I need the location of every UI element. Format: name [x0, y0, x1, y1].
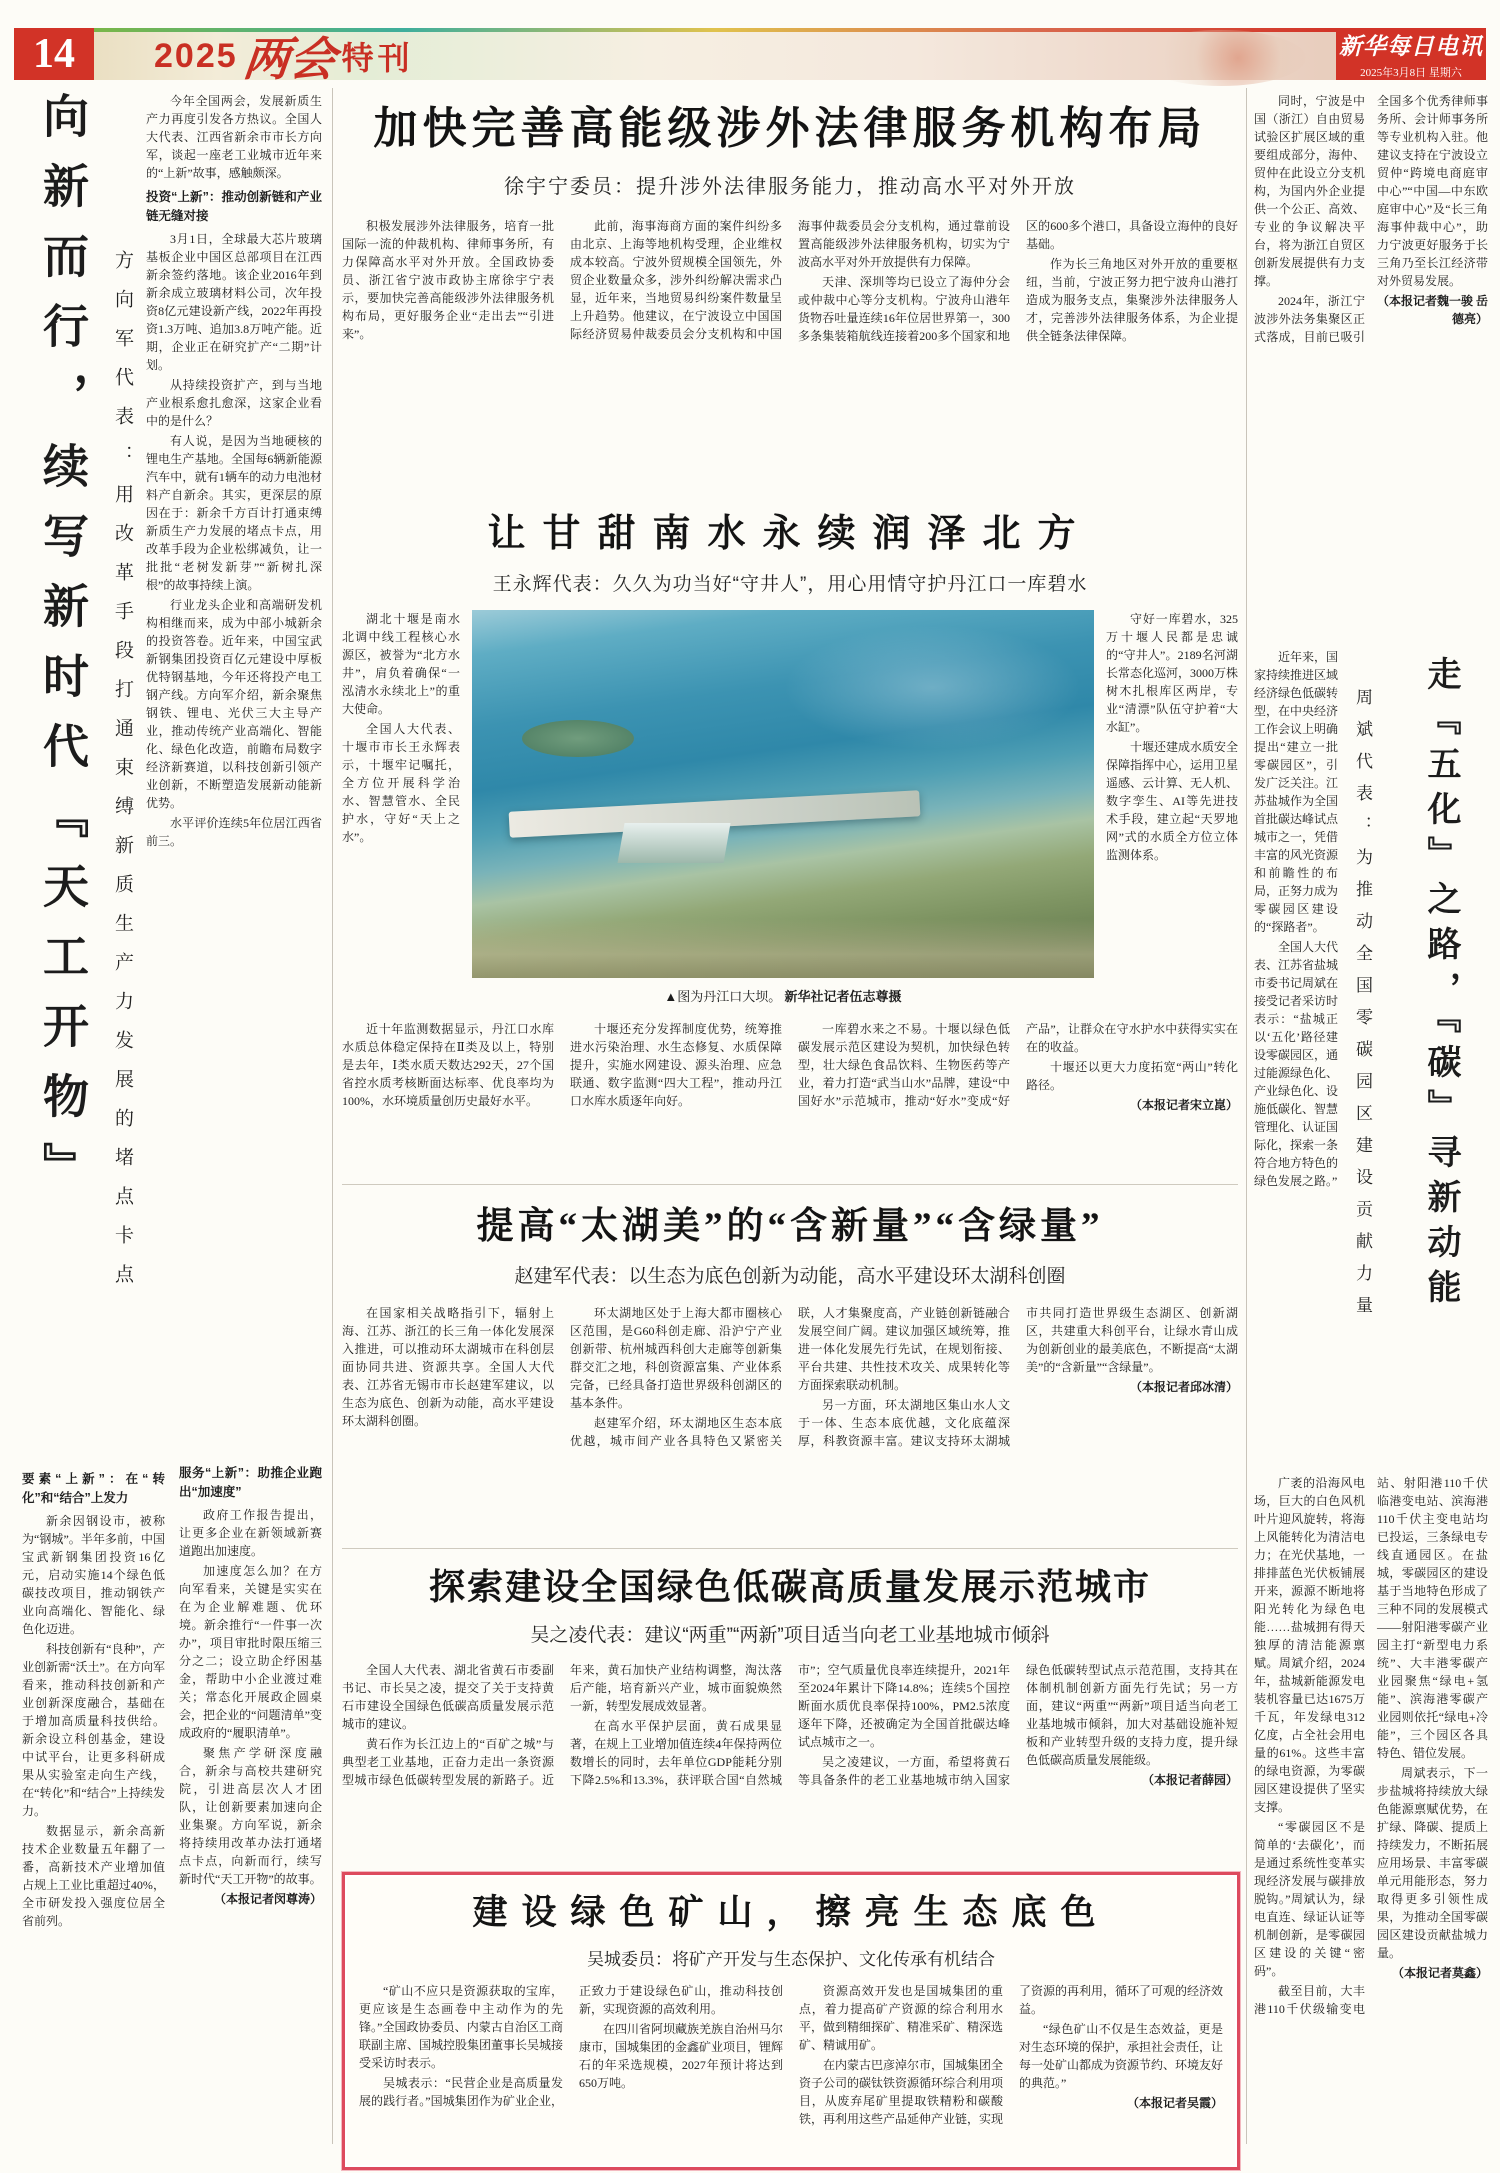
article-body-bottom: [342, 1020, 1238, 1174]
paragraph: 同时，宁波是中国（浙江）自由贸易试验区扩展区域的重要组成部分，海仲、贸仲在此设立分支机构，为国内外企业提供一个公正、高效、专业的争议解决平台，将为浙江自贸区创新发展提供有力支撑。: [1254, 94, 1365, 288]
edition-event: 两会: [240, 34, 338, 85]
paragraph: 今年全国两会，发展新质生产力再度引发各方热议。全国人大代表、江西省新余市市长方向军，谈起一座老工业城市近年来的“上新”故事，感触颇深。: [146, 94, 322, 180]
article-headline: 让甘甜南水永续润泽北方: [487, 513, 1093, 555]
article-body-bottom: [1254, 1474, 1488, 2122]
paragraph: 守好一库碧水，325万十堰人民都是忠诚的“守井人”。2189名河湖长常态化巡河，3000万株树木扎根库区两岸，专业“清漂”队伍守护着“大水缸”。: [1106, 612, 1238, 734]
paragraph: 作为长三角地区对外开放的重要枢纽，当前，宁波正努力把宁波舟山港打造成为服务支点，集聚涉外法律服务人才，完善涉外法律服务体系，为企业提供全链条法律保障。: [1026, 257, 1238, 343]
article-subhead: 王永辉代表：久久为功当好“守井人”，用心用情守护丹江口一库碧水: [492, 574, 1088, 595]
paragraph: 资源高效开发也是国城集团的重点，着力提高矿产资源的综合利用水平，做到精细探矿、精准采矿、精深选矿、精诚用矿。: [799, 1984, 1004, 2052]
paragraph: 全国人大代表、十堰市市长王永辉表示，十堰牢记嘱托，全方位开展科学治水、智慧管水、全民护水，守好“天上之水”。: [342, 722, 460, 844]
edition-strip: [94, 28, 1336, 85]
paragraph: 数据显示，新余高新技术企业数量五年翻了一番，高新技术产业增加值占规上工业比重超过40%，全市研发投入强度位居全省前列。: [22, 1823, 165, 1928]
paragraph: 行业龙头企业和高端研发机构相继而来，成为中部小城新余的投资答卷。近年来，中国宝武新钢集团投资百亿元建设中厚板优特钢基地，今年还将投产电工钢产线。方向军介绍，新余聚焦钢铁、锂电、光伏三大主导产业，推动传统产业高端化、智能化、绿色化改造，前瞻布局数字经济新赛道，以科技创新引领产业创新，不断塑造发展新动能新优势。: [146, 597, 322, 810]
paper-name: 新华每日电讯: [1339, 34, 1483, 59]
article-subhead: 吴之凌代表：建议“两重”“两新”项目适当向老工业基地城市倾斜: [530, 1625, 1050, 1646]
paragraph: 天津、深圳等均已设立了海仲分会或仲裁中心等分支机构。宁波舟山港年货物吞吐量连续16年位居世界第一，300多条集装箱航线连接着200多个国家和地区的600多个港口，具备设立海仲的良好基础。: [798, 219, 1238, 343]
island-shape: [522, 720, 634, 757]
paragraph: “矿山不应只是资源获取的宝库，更应该是生态画卷中主动作为的先锋。”全国政协委员、内蒙古自治区工商联副主席、国城控股集团董事长吴城接受采访时表示。: [359, 1984, 564, 2070]
paragraph: 十堰还充分发挥制度优势，统筹推进水污染治理、水生态修复、水质保障提升，实施水网建设、源头治理、应急联通、数字监测“四大工程”，推动丹江口水库水质逐年向好。: [570, 1022, 782, 1108]
article-credit: （本报记者莫鑫）: [1391, 1966, 1488, 1980]
paragraph: 黄石作为长江边上的“百矿之城”与典型老工业基地，正奋力走出一条资源型城市绿色低碳转型发展的新路子。近年来，黄石加快产业结构调整，淘汰落后产能，培育新兴产业，城市面貌焕然一新，转型发展成效显著。: [342, 1663, 782, 1787]
article-body: [342, 217, 1238, 469]
swirl-graphic: [1136, 30, 1306, 86]
paragraph: 周斌表示，下一步盐城将持续放大绿色能源禀赋优势，在扩绿、降碳、提质上持续发力，不断拓展应用场景、丰富零碳单元用能形态，努力取得更多引领性成果，为推动全国零碳园区建设贡献盐城力量。: [1377, 1766, 1488, 1960]
water-highlight: [783, 625, 1082, 750]
paragraph: 全国人大代表、江苏省盐城市委书记周斌在接受记者采访时表示：“盐城正以‘五化’路径建设零碳园区，通过能源绿色化、产业绿色化、设施低碳化、智慧管理化、认证国际化，探索一条符合地方特色的绿色发展之路。”: [1254, 940, 1338, 1188]
article-legal: [342, 88, 1238, 494]
caption-text: ▲图为丹江口大坝。: [664, 989, 782, 1004]
article-headline: 提高“太湖美”的“含新量”“含绿量”: [476, 1206, 1104, 1247]
paragraph: 近十年监测数据显示，丹江口水库水质总体稳定保持在Ⅱ类及以上，特别是去年，Ⅰ类水质天数达292天，27个国省控水质考核断面达标率、优良率均为100%，水环境质量创历史最好水平。: [342, 1022, 554, 1108]
article-mine-box: [342, 1872, 1240, 2170]
article-body: [342, 1661, 1238, 1857]
paragraph: 在四川省阿坝藏族羌族自治州马尔康市，国城集团的金鑫矿业项目，锂辉石的年采选规模，2027年预计将达到650万吨。: [579, 2022, 784, 2090]
paragraph: 从持续投资扩产，到与当地产业根系愈扎愈深，这家企业看中的是什么？: [146, 377, 322, 428]
paragraph: 在内蒙古巴彦淖尔市，国城集团全资子公司的碳钛铁资源循环综合利用项目，从废弃尾矿里提取铁精粉和碳酸铁，再利用这些产品延伸产业链，实现了资源的再利用，循环了可观的经济效益。: [799, 1984, 1223, 2126]
paragraph: 十堰还以更大力度拓宽“两山”转化路径。: [1026, 1060, 1238, 1092]
article-credit: （本报记者薛园）: [1141, 1773, 1238, 1787]
column-rule-left: [332, 88, 333, 2144]
paragraph: 科技创新有“良种”，产业创新需“沃土”。在方向军看来，推动科技创新和产业创新深度融合，基础在于增加高质量科技供给。新余设立科创基金，建设中试平台，让更多科研成果从实验室走向生产线，在“转化”和“结合”上持续发力。: [22, 1641, 165, 1818]
paragraph: 加速度怎么加？在方向军看来，关键是实实在在为企业解难题、优环境。新余推行“一件事一次办”，项目审批时限压缩三分之二；设立助企纾困基金，帮助中小企业渡过难关；常态化开展政企圆桌会，把企业的“问题清单”变成政府的“履职清单”。: [179, 1563, 322, 1740]
article-taihu: [342, 1184, 1238, 1555]
article-zerocarbon: [1254, 648, 1488, 2142]
section-subhead: 投资“上新”：推动创新链和产业链无缝对接: [146, 190, 322, 223]
article-subhead-vertical: 周斌代表：为推动全国零碳园区建设贡献力量: [1353, 688, 1372, 1328]
article-body-right: [1106, 610, 1238, 1008]
article-credit: （本报记者闵尊涛）: [213, 1891, 322, 1906]
paragraph: 有人说，是因为当地硬核的锂电生产基地。全国每6辆新能源汽车中，就有1辆车的动力电池材料产自新余。其实，更深层的原因在于：新余千方百计打通束缚新质生产力发展的堵点卡点，用改革手段为企业松绑减负，让一批批“老树发新芽”“新树扎深根”的故事持续上演。: [146, 433, 322, 592]
paragraph: 全国人大代表、湖北省黄石市委副书记、市长吴之凌，提交了关于支持黄石市建设全国绿色低碳高质量发展示范城市的建议。: [342, 1663, 554, 1731]
article-subhead: 吴城委员：将矿产开发与生态保护、文化传承有机结合: [587, 1950, 995, 1969]
article-legal-continuation: [1254, 92, 1488, 632]
paragraph: 2024年，浙江宁波涉外法务集聚区正式落成，目前已吸引全国多个优秀律师事务所、会计师事务所等专业机构入驻。他建议支持在宁波设立贸仲“跨境电商庭审中心”“中国—中东欧庭审中心”及“长三角海事仲裁中心”，助力宁波更好服务于长三角乃至长江经济带对外贸易发展。: [1254, 94, 1488, 344]
article-water: [342, 502, 1238, 1174]
shore-town: [472, 919, 1094, 978]
article-credit: （本报记者吴霞）: [1126, 2096, 1223, 2110]
left-feature-subhead: 方向军代表：用改革手段打通束缚新质生产力发展的堵点卡点: [112, 250, 133, 1303]
paragraph: 在国家相关战略指引下，辐射上海、江苏、浙江的长三角一体化发展深入推进，可以推动环太湖城市在科创层面协同共进、资源共享。全国人大代表、江苏省无锡市市长赵建军建议，以生态为底色、创新为动能，高水平建设环太湖科创圈。: [342, 1306, 554, 1428]
article-subhead: 徐宇宁委员：提升涉外法律服务能力，推动高水平对外开放: [504, 176, 1076, 198]
article-body: [359, 1982, 1223, 2150]
edition-year: 2025: [154, 36, 238, 75]
paragraph: 新余因钢设市，被称为“钢城”。半年多前，中国宝武新钢集团投资16亿元，启动实施14个绿色低碳技改项目，推动钢铁产业向高端化、智能化、绿色化迈进。: [22, 1513, 165, 1636]
paragraph: 十堰还建成水质安全保障指挥中心，运用卫星遥感、云计算、无人机、数字孪生、AI等先进技术手段，建立起“天罗地网”式的水质全方位立体监测体系。: [1106, 740, 1238, 862]
paragraph: 此前，海事海商方面的案件纠纷多由北京、上海等地机构受理，企业维权成本较高。宁波外贸规模全国领先，外贸企业数量众多，涉外纠纷解决需求凸显，近年来，当地贸易纠纷案件数量呈上升趋势。他建议，在宁波设立中国国际经济贸易仲裁委员会分支机构和中国海事仲裁委员会分支机构，通过靠前设置高能级涉外法律服务机构，切实为宁波高水平对外开放提供有力保障。: [570, 219, 1010, 341]
paper-brand-block: [1336, 28, 1486, 80]
paragraph: 赵建军介绍，环太湖地区生态本底优越，城市间产业各具特色又紧密关联，人才集聚度高，产业链创新链融合发展空间广阔。建议加强区域统筹，推进一体化发展先行先试，在规划衔接、平台共建、共性技术攻关、成果转化等方面探索联动机制。: [570, 1306, 1010, 1448]
page-number: 14: [14, 28, 94, 80]
paragraph: 截至目前，大丰港110千伏级输变电站、射阳港110千伏临港变电站、滨海港110千伏主变电站均已投运，三条绿电专线直通园区。在盐城，零碳园区的建设基于当地特色形成了三种不同的发展模式——射阳港零碳产业园主打“新型电力系统”、大丰港零碳产业园聚焦“绿电+氢能”、滨海港零碳产业园则依托“绿电+冷能”，三个园区各具特色、错位发展。: [1254, 1476, 1488, 2016]
paragraph: 一库碧水来之不易。十堰以绿色低碳发展示范区建设为契机，加快绿色转型，壮大绿色食品饮料、生物医药等产业，着力打造“武当山水”品牌，建设“中国好水”示范城市，推动“好水”变成“好产品”，让群众在守水护水中获得实实在在的收益。: [798, 1022, 1238, 1108]
paragraph: 水平评价连续5年位居江西省前三。: [146, 815, 322, 848]
photo-caption: [472, 986, 1094, 1005]
masthead-bar: [14, 28, 1486, 85]
zerocarbon-head-row: [1254, 648, 1488, 1460]
section-subhead: 要素“上新”：在“转化”和“结合”上发力: [22, 1472, 165, 1505]
article-body: [342, 1304, 1238, 1542]
article-subhead: 赵建军代表：以生态为底色创新为动能，高水平建设环太湖科创圈: [514, 1266, 1066, 1287]
paragraph: 湖北十堰是南水北调中线工程核心水源区，被誉为“北方水井”，肩负着确保“一泓清水永续北上”的重大使命。: [342, 612, 460, 716]
article-credit: （本报记者魏一骏 岳德亮）: [1377, 294, 1488, 326]
paragraph: “绿色矿山不仅是生态效益，更是对生态环境的保护，承担社会责任，让每一处矿山都成为资源节约、环境友好的典范。”: [1019, 2022, 1223, 2090]
photo-column: [472, 610, 1094, 1008]
edition-supplement: 特刊: [341, 40, 414, 76]
paragraph: 环太湖地区处于上海大都市圈核心区范围，是G60科创走廊、沿沪宁产业创新带、杭州城西科创大走廊等创新集群交汇之地，科创资源富集、产业体系完备，已经具备打造世界级科创湖区的基本条件。: [570, 1306, 782, 1410]
paragraph: 广袤的沿海风电场，巨大的白色风机叶片迎风旋转，将海上风能转化为清洁电力；在光伏基地，一排排蓝色光伏板铺展开来，源源不断地将阳光转化为绿色电能……盐城拥有得天独厚的清洁能源禀赋。周斌介绍，2024年，盐城新能源发电装机容量已达1675万千瓦，年发绿电312亿度，占全社会用电量的61%。这些丰富的绿电资源，为零碳园区建设提供了坚实支撑。: [1254, 1476, 1365, 1814]
article-headline: 建设绿色矿山，擦亮生态底色: [472, 1893, 1110, 1932]
paragraph: 吴城表示：“民营企业是高质量发展的践行者。”国城集团作为矿业企业，正致力于建设绿色矿山，推动科技创新，实现资源的高效利用。: [359, 1984, 783, 2108]
article-headline: 加快完善高能级涉外法律服务机构布局: [373, 104, 1207, 153]
article-photo-row: [342, 610, 1238, 1008]
article-credit: （本报记者邱冰清）: [1129, 1380, 1238, 1394]
article-credit: （本报记者宋立崑）: [1129, 1098, 1238, 1112]
paragraph: 政府工作报告提出，让更多企业在新领域新赛道跑出加速度。: [179, 1507, 322, 1558]
article-headline: 探索建设全国绿色低碳高质量发展示范城市: [428, 1567, 1151, 1607]
paragraph: “零碳园区不是简单的‘去碳化’，而是通过系统性变革实现经济发展与碳排放脱钩。”周斌认为，绿电直连、绿证认证等机制创新，是零碳园区建设的关键“密码”。: [1254, 1820, 1365, 1978]
left-feature-body-top: [146, 92, 322, 1450]
paragraph: 积极发展涉外法律服务，培育一批国际一流的仲裁机构、律师事务所，有力保障高水平对外开放。全国政协委员、浙江省宁波市政协主席徐宇宁表示，要加快完善高能级涉外法律服务机构布局，更好服务企业“走出去”“引进来”。: [342, 219, 554, 341]
paragraph: 3月1日，全球最大芯片玻璃基板企业中国区总部项目在江西新余签约落地。该企业2016年到新余成立玻璃材料公司，次年投资8亿元建设新产线，2022年再投资1.3万吨、追加3.8万吨产能。近期，企业正在研究扩产“二期”计划。: [146, 231, 322, 372]
article-body-left: [342, 610, 460, 1008]
article-headline-vertical: 走『五化』之路，『碳』寻新动能: [1422, 656, 1459, 1314]
article-lowcarbon: [342, 1548, 1238, 1875]
column-rule-right: [1246, 88, 1247, 2144]
spillway-shape: [618, 823, 731, 863]
paragraph: 吴之凌建议，一方面，希望将黄石等具备条件的老工业基地城市纳入国家绿色低碳转型试点示范范围，支持其在体制机制创新方面先行先试；另一方面，建议“两重”“两新”项目适当向老工业基地城市倾斜，加大对基础设施补短板和产业转型升级的支持力度，提升绿色低碳高质量发展能级。: [798, 1663, 1238, 1787]
paragraph: 聚焦产学研深度融合，新余与高校共建研究院，引进高层次人才团队，让创新要素加速向企业集聚。方向军说，新余将持续用改革办法打通堵点卡点，向新而行，续写新时代“天工开物”的故事。: [179, 1745, 322, 1886]
article-body-lead: [1254, 648, 1338, 1460]
left-feature-headline: 向新而行，续写新时代『天工开物』: [37, 92, 88, 1212]
section-subhead: 服务“上新”：助推企业跑出“加速度”: [179, 1466, 322, 1499]
paragraph: 另一方面，环太湖地区集山水人文于一体、生态本底优越，文化底蕴深厚，科教资源丰富。建议支持环太湖城市共同打造世界级生态湖区、创新湖区，共建重大科创平台，让绿水青山成为创新创业的最美底色，不断提高“太湖美”的“含新量”“含绿量”。: [798, 1306, 1238, 1448]
paper-date: 2025年3月8日 星期六: [1360, 67, 1462, 79]
danjiangkou-dam-photo: [472, 610, 1094, 978]
caption-credit: 新华社记者伍志尊摄: [784, 989, 902, 1004]
paragraph: 近年来，国家持续推进区域经济绿色低碳转型，在中央经济工作会议上明确提出“建立一批零碳园区”，引发广泛关注。江苏盐城作为全国首批碳达峰试点城市之一，凭借丰富的风光资源和前瞻性的布局，正努力成为零碳园区建设的“探路者”。: [1254, 650, 1338, 934]
left-feature-body-bottom: [22, 1464, 322, 2142]
paragraph: 在高水平保护层面，黄石成果显著，在规上工业增加值连续4年保持两位数增长的同时，去年单位GDP能耗分别下降2.5%和13.3%，获评联合国“自然城市”；空气质量优良率连续提升，2021年至2024年累计下降14.8%；连续5个国控断面水质优良率保持100%，PM2.5浓度逐年下降，还被确定为全国首批碳达峰试点城市之一。: [570, 1663, 1010, 1787]
